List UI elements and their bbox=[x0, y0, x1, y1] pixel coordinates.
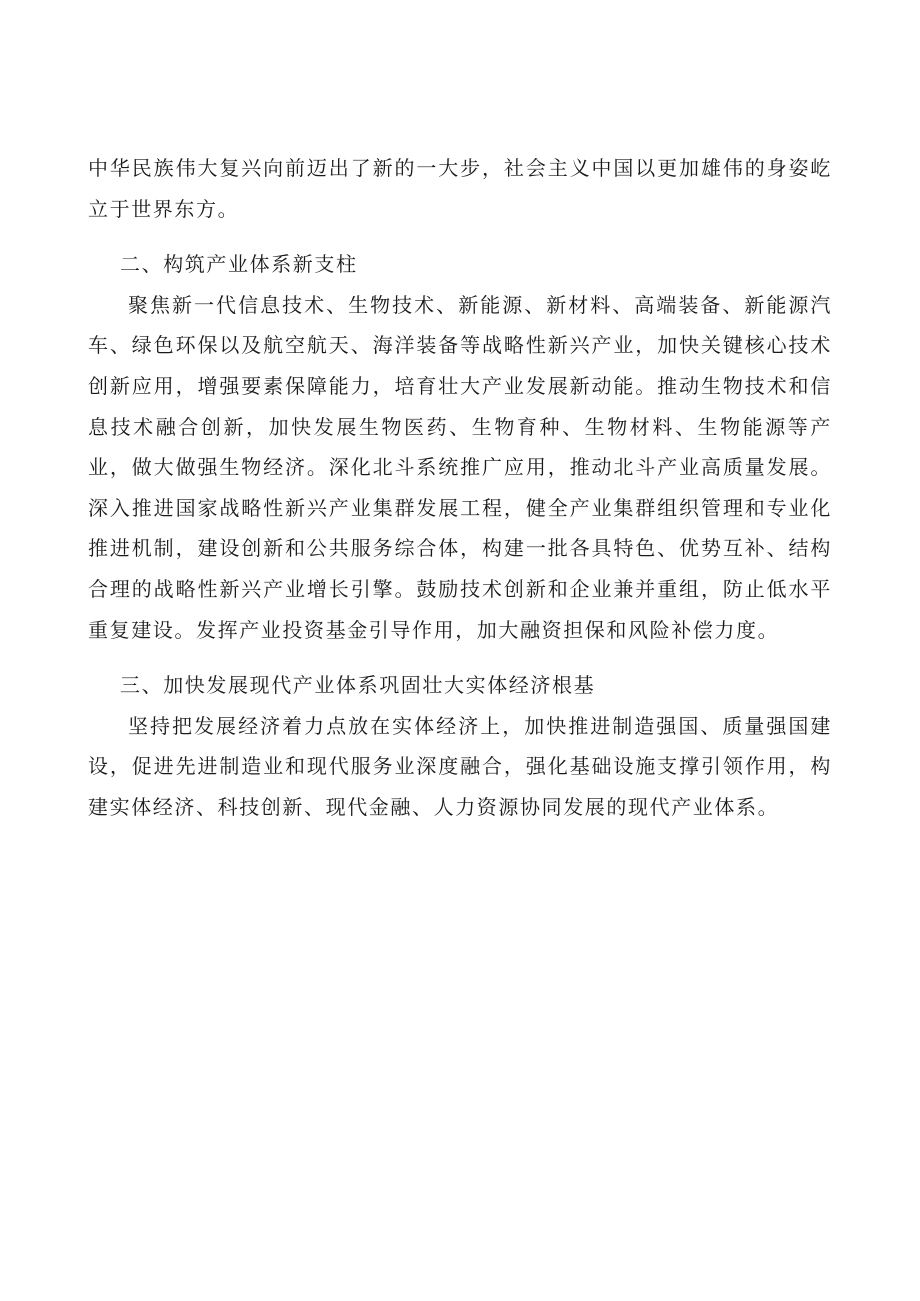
section-3-heading: 三、加快发展现代产业体系巩固壮大实体经济根基 bbox=[120, 673, 596, 698]
section-2-heading: 二、构筑产业体系新支柱 bbox=[120, 252, 358, 277]
document-page bbox=[88, 148, 832, 828]
section-2-body: 聚焦新一代信息技术、生物技术、新能源、新材料、高端装备、新能源汽车、绿色环保以及航空航天、海洋装备等战略性新兴产业，加快关键核心技术创新应用，增强要素保障能力，培育壮大产业发展新动能。推动生物技术和信息技术融合创新，加快发展生物医药、生物育种、生物材料、生物能源等产业，做大做强生物经济。深化北斗系统推广应用，推动北斗产业高质量发展。深入推进国家战略性新兴产业集群发展工程，健全产业集群组织管理和专业化推进机制，建设创新和公共服务综合体，构建一批各具特色、优势互补、结构合理的战略性新兴产业增长引擎。鼓励技术创新和企业兼并重组，防止低水平重复建设。发挥产业投资基金引导作用，加大融资担保和风险补偿力度。 bbox=[88, 292, 832, 642]
section-3-body: 坚持把发展经济着力点放在实体经济上，加快推进制造强国、质量强国建设，促进先进制造业和现代服务业深度融合，强化基础设施支撑引领作用，构建实体经济、科技创新、现代金融、人力资源协同发展的现代产业体系。 bbox=[88, 713, 832, 819]
intro-paragraph: 中华民族伟大复兴向前迈出了新的一大步，社会主义中国以更加雄伟的身姿屹立于世界东方。 bbox=[88, 156, 832, 221]
